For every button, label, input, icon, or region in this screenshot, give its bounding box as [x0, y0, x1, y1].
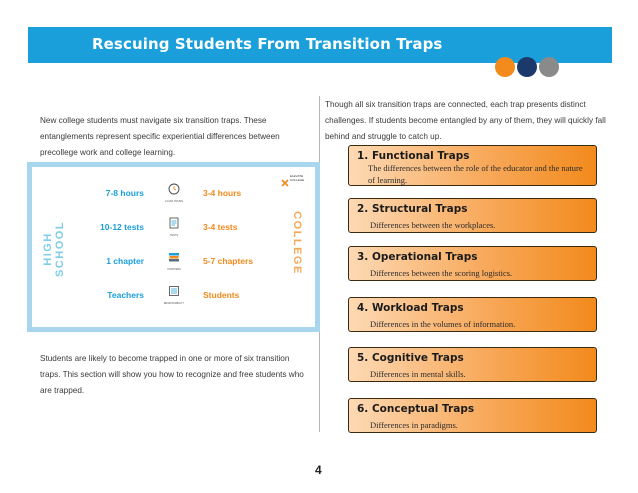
responsibility-icon [160, 285, 188, 309]
trap-card-structural [348, 198, 597, 233]
college-value: 5-7 chapters [203, 256, 254, 266]
icon-caption: RESPONSIBILITY [163, 302, 185, 305]
left-intro-paragraph: New college students must navigate six transition traps. These entanglements represent specific experiential differences between precollege work and college learning. [40, 116, 280, 157]
trap-card-functional [348, 145, 597, 186]
trap-card-operational [348, 246, 597, 281]
books-icon [160, 251, 188, 275]
right-intro-paragraph: Though all six transition traps are connected, each trap presents distinct challenges. If students become entangled by any of them, they will quickly fall behind and struggle to catch up. [325, 100, 606, 141]
trap-title: 6. Conceptual Traps [357, 403, 475, 415]
trap-description: Differences in mental skills. [370, 369, 466, 379]
trap-card-conceptual [348, 398, 597, 433]
column-divider [319, 96, 320, 432]
trap-description: Differences in paradigms. [370, 420, 458, 430]
hs-vs-college-infographic [32, 167, 315, 327]
hs-value: Teachers [107, 290, 144, 300]
hs-value: 10-12 tests [100, 222, 144, 232]
trap-title: 5. Cognitive Traps [357, 352, 464, 364]
college-value: Students [203, 290, 240, 300]
trap-description: The differences between the role of the educator and the nature of learning. [368, 163, 583, 185]
elevate-logo: ELEVATE COLLEGE [281, 174, 311, 184]
page-number: 4 [315, 463, 322, 477]
hs-value: 7-8 hours [105, 188, 144, 198]
clock-icon [160, 183, 188, 207]
trap-card-workload [348, 297, 597, 332]
trap-card-cognitive [348, 347, 597, 382]
icon-caption: CLASS HOURS [165, 200, 183, 203]
trap-title: 4. Workload Traps [357, 302, 464, 314]
trap-title: 3. Operational Traps [357, 251, 478, 263]
icon-caption: TESTS [169, 234, 179, 237]
trap-description: Differences between the scoring logistics. [370, 268, 513, 278]
college-value: 3-4 tests [203, 222, 238, 232]
infographic-row [32, 181, 315, 209]
infographic-row [32, 249, 315, 277]
trap-title: 1. Functional Traps [357, 150, 470, 162]
trap-description: Differences in the volumes of information. [370, 319, 516, 329]
orange-dot [495, 57, 515, 77]
trap-title: 2. Structural Traps [357, 203, 468, 215]
college-label: COLLEGE [291, 211, 303, 275]
gray-dot [539, 57, 559, 77]
college-value: 3-4 hours [203, 188, 242, 198]
hs-value: 1 chapter [106, 256, 144, 266]
infographic-row [32, 283, 315, 311]
icon-caption: CHAPTERS [167, 268, 181, 271]
left-outro-paragraph: Students are likely to become trapped in one or more of six transition traps. This section will show you how to recognize and free students who are trapped. [40, 354, 304, 395]
high-school-label: HIGH SCHOOL [42, 220, 66, 278]
test-paper-icon [160, 217, 188, 241]
page-title: Rescuing Students From Transition Traps [92, 35, 443, 53]
infographic-row [32, 215, 315, 243]
trap-description: Differences between the workplaces. [370, 220, 496, 230]
navy-dot [517, 57, 537, 77]
